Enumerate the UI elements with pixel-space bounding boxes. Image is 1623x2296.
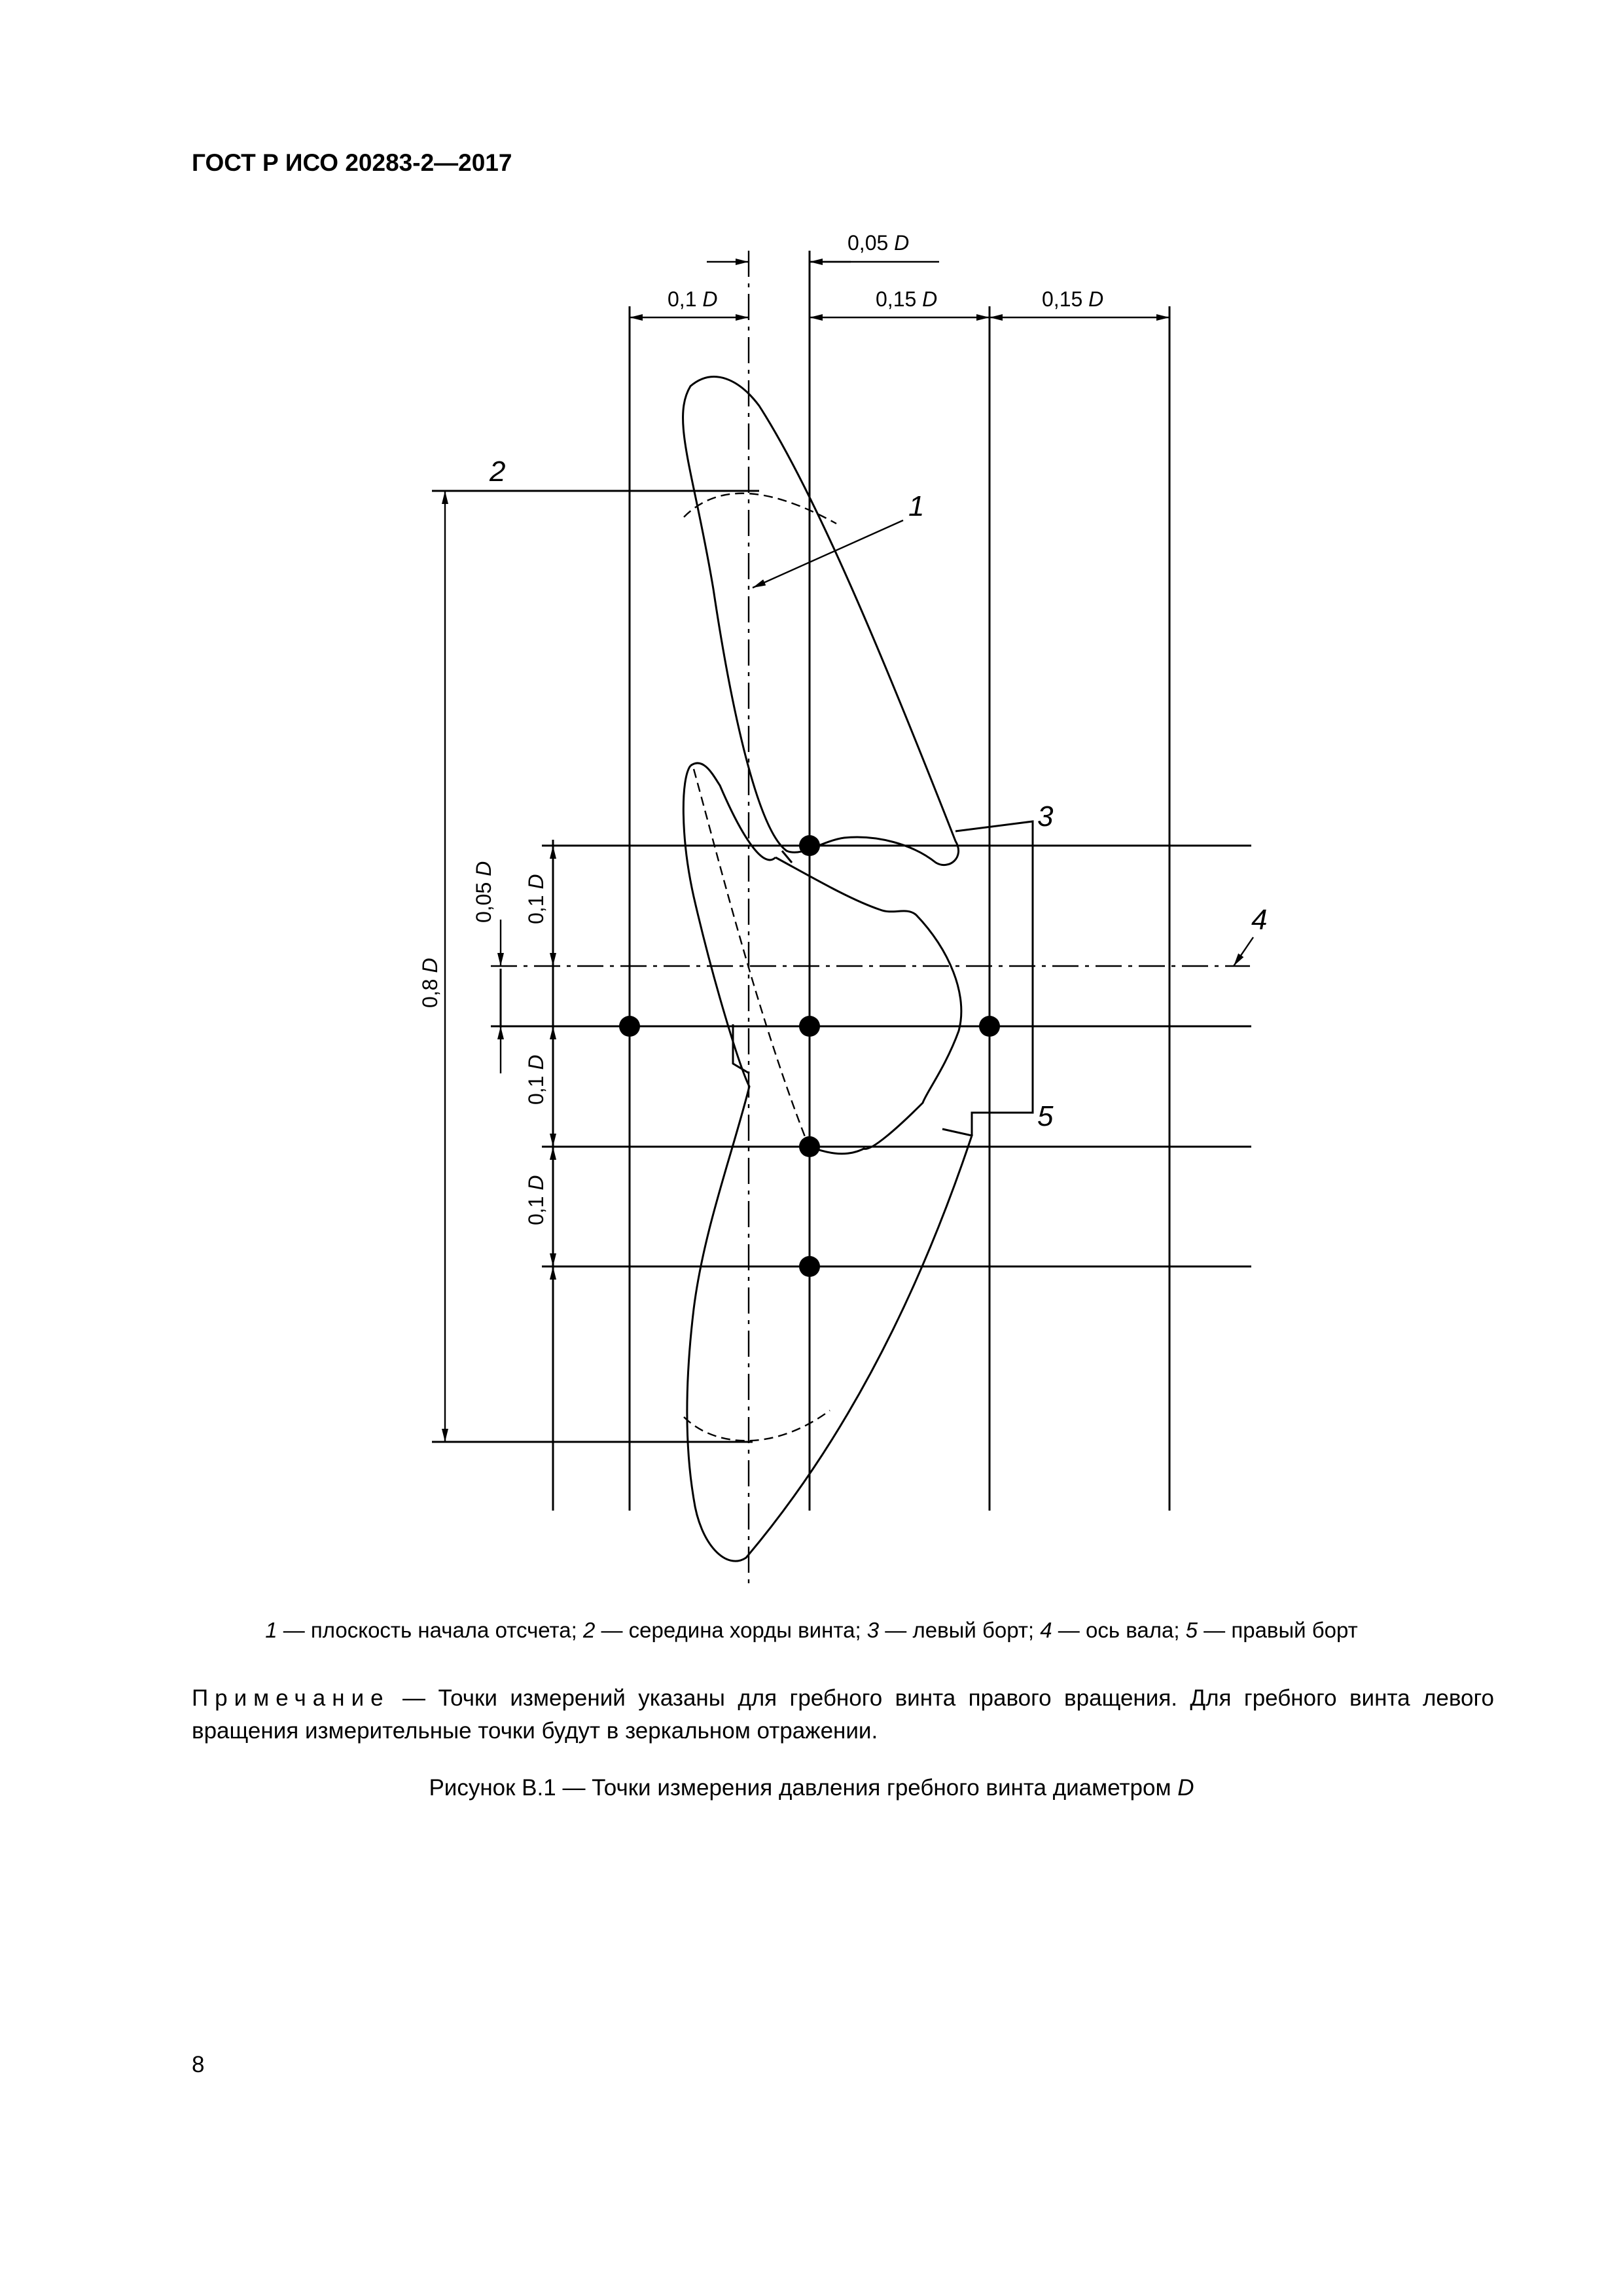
page-number: 8 <box>192 2052 205 2077</box>
callout-1: 1 <box>908 490 925 522</box>
upper-blade <box>683 377 959 865</box>
note-text: — Точки измерений указаны для гребного винта правого вращения. Для гребного винта левого вращения измерительные точки будут в зеркальном отражении. <box>192 1685 1494 1744</box>
measurement-point <box>619 1016 640 1037</box>
dim-label-left-d: 0,1 D <box>524 1175 548 1225</box>
dim-label-left-c: 0,1 D <box>524 1054 548 1105</box>
measurement-point <box>979 1016 1000 1037</box>
callout-leaders <box>753 520 1253 966</box>
document-header: ГОСТ Р ИСО 20283-2—2017 <box>192 149 512 176</box>
dim-label-left-overall: 0,8 D <box>418 958 442 1008</box>
legend-item: 3 — левый борт; <box>866 1618 1041 1642</box>
legend-item: 4 — ось вала; <box>1040 1618 1186 1642</box>
dim-label-top-small: 0,05 D <box>847 231 910 255</box>
lower-blade-chord-arc <box>684 1410 830 1441</box>
note-label: Примечание <box>192 1685 390 1711</box>
legend-item: 5 — правый борт <box>1185 1618 1358 1642</box>
measurement-point <box>799 1016 820 1037</box>
vertical-reference-lines <box>501 251 1169 1511</box>
caption-symbol: D <box>1177 1775 1194 1801</box>
propeller-outline <box>683 377 1033 1562</box>
dim-label-top-mid: 0,15 D <box>876 287 938 311</box>
dim-label-top-left: 0,1 D <box>668 287 718 311</box>
measurement-point <box>799 1256 820 1277</box>
dim-label-top-right: 0,15 D <box>1042 287 1104 311</box>
upper-blade-chord-arc <box>684 493 836 524</box>
hub-body <box>776 857 961 1154</box>
legend-item: 1 — плоскость начала отсчета; <box>265 1618 583 1642</box>
measurement-point <box>799 1136 820 1157</box>
callout-3: 3 <box>1037 800 1054 833</box>
lower-blade-dashed-edge <box>694 769 809 1147</box>
hub-side-bracket <box>955 821 1033 1136</box>
figure-caption: Рисунок B.1 — Точки измерения давления гребного винта диаметром D <box>429 1775 1194 1801</box>
dim-label-left-a: 0,05 D <box>472 861 495 923</box>
figure-legend <box>0 1618 1623 1643</box>
dim-label-left-b: 0,1 D <box>524 874 548 924</box>
measurement-point <box>799 835 820 856</box>
callout-4: 4 <box>1251 904 1268 936</box>
legend-item: 2 — середина хорды винта; <box>582 1618 867 1642</box>
figure-note <box>192 1682 1494 1748</box>
callout-2: 2 <box>490 456 506 488</box>
callout-5: 5 <box>1037 1100 1054 1132</box>
